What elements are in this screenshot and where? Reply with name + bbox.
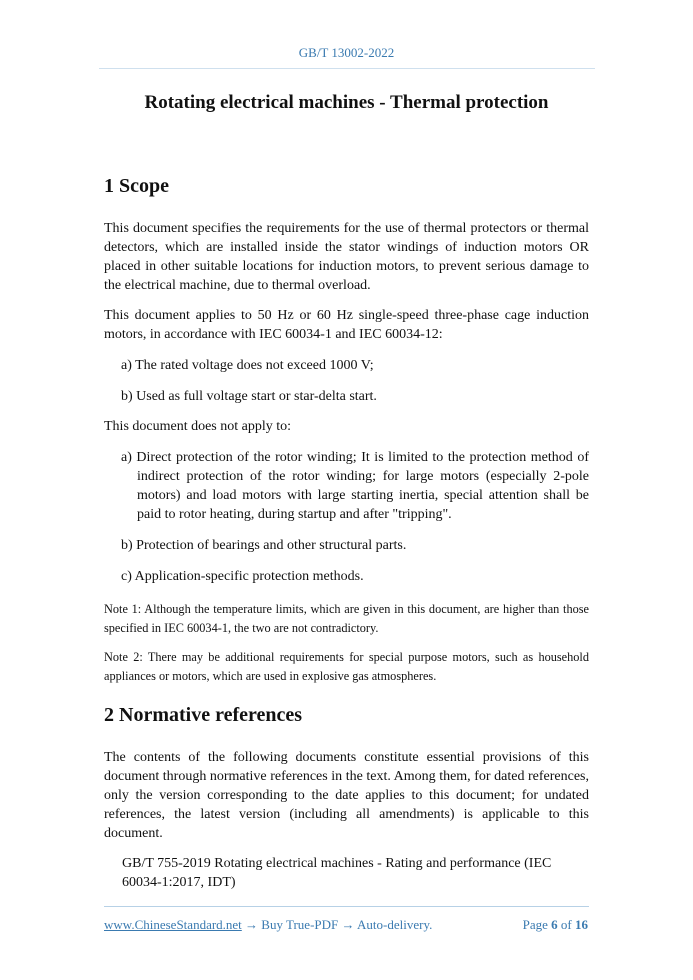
header-divider [99,68,595,69]
page-of-label: of [560,917,572,932]
header-standard-code: GB/T 13002-2022 [298,45,395,60]
not-apply-list-item: c) Application-specific protection methods. [121,569,364,584]
footer-promo [104,917,432,933]
page-current: 6 [551,917,558,932]
reference-item: GB/T 755-2019 Rotating electrical machines - Rating and performance (IEC 60034-1:2017, IDT) [122,856,552,890]
applies-list-item: a) The rated voltage does not exceed 1000 V; [121,358,374,373]
scope-paragraph: This document specifies the requirements for the use of thermal protectors or thermal detectors, which are installed inside the stator windings of induction motors OR placed in other suitable locations for induction motors, to prevent serious damage to the electrical machine, due to thermal overload. [104,221,589,293]
document-body [104,173,589,892]
applies-list-item: b) Used as full voltage start or star-delta start. [121,389,377,404]
note: Note 2: There may be additional requirements for special purpose motors, such as household appliances or motors, which are used in explosive gas atmospheres. [104,650,589,683]
note: Note 1: Although the temperature limits, which are given in this document, are higher than those specified in IEC 60034-1, the two are not contradictory. [104,602,589,635]
section-heading-normative-references: 2 Normative references [104,704,303,726]
not-apply-list-item: a) Direct protection of the rotor winding; It is limited to the protection method of indirect protection of the rotor winding; for large motors (especially 2-pole motors) and load motors with large starting inertia, special attention shall be paid to rotor heating, during startup and after "tripping". [121,450,589,522]
not-apply-list-item: b) Protection of bearings and other structural parts. [121,538,407,553]
arrow-right-icon: → [341,917,355,932]
scope-paragraph: This document applies to 50 Hz or 60 Hz single-speed three-phase cage induction motors, in accordance with IEC 60034-1 and IEC 60034-12: [104,308,589,342]
footer-divider [104,906,589,907]
section-heading-scope: 1 Scope [104,175,169,197]
not-apply-intro: This document does not apply to: [104,419,292,434]
buy-text: Buy True-PDF [261,917,339,932]
page-total: 16 [575,917,588,932]
normative-paragraph: The contents of the following documents constitute essential provisions of this document through normative references in the text. Among them, for dated references, only the version corresponding to the date applies to this document; for undated references, the latest version (including all amendments) is applicable to this document. [104,750,589,841]
arrow-right-icon: → [245,917,259,932]
delivery-text: Auto-delivery. [357,917,433,932]
page-label: Page [522,917,548,932]
page-indicator [523,917,588,933]
document-title: Rotating electrical machines - Thermal protection [144,92,549,113]
website-link[interactable]: www.ChineseStandard.net [104,917,242,932]
